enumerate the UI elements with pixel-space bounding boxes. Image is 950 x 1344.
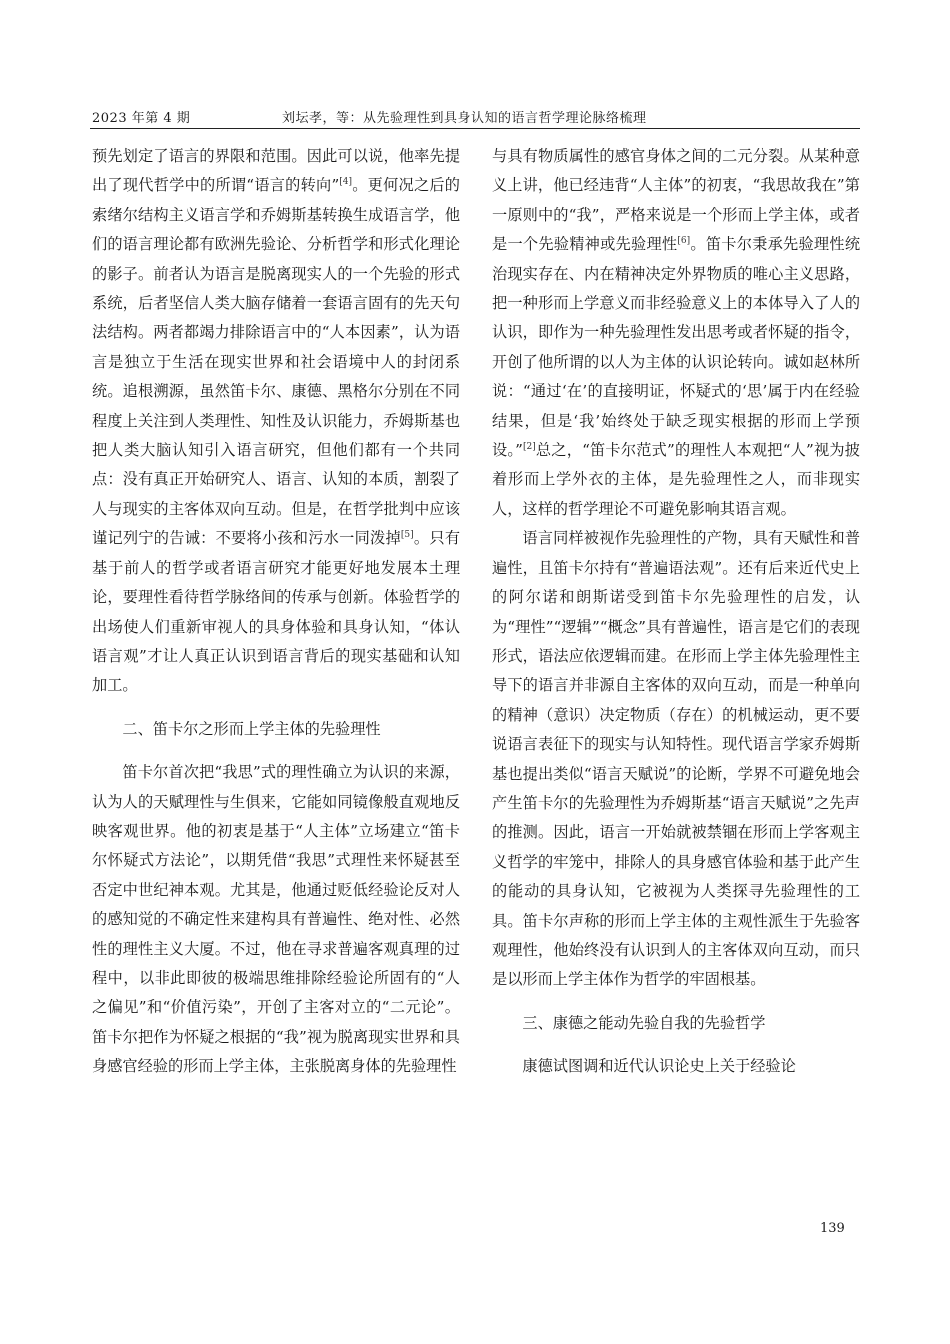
page-number: 139 [820, 1221, 845, 1236]
paragraph: 语言同样被视作先验理性的产物，具有天赋性和普遍性，且笛卡尔持有“普遍语法观”。还有后来近代史上的阿尔诺和朗斯诺受到笛卡尔先验理性的启发，认为“理性”“逻辑”“概念”具有普遍性，语言是它们的表现形式，语法应依逻辑而建。在形而上学主体先验理性主导下的语言并非源自主客体的双向互动，而是一种单向的精神（意识）决定物质（存在）的机械运动，更不要说语言表征下的现实与认知特性。现代语言学家乔姆斯基也提出类似“语言天赋说”的论断，学界不可避免地会产生笛卡尔的先验理性为乔姆斯基“语言天赋说”之先声的推测。因此，语言一开始就被禁锢在形而上学客观主义哲学的牢笼中，排除人的具身感官体验和基于此产生的能动的具身认知，它被视为人类探寻先验理性的工具。笛卡尔声称的形而上学主体的主观性派生于先验客观理性，他始终没有认识到人的主客体双向互动，而只是以形而上学主体作为哲学的牢固根基。 [492, 529, 860, 989]
paragraph: 与具有物质属性的感官身体之间的二元分裂。从某种意义上讲，他已经违背“人主体”的初衷，“我思故我在”第一原则中的“我”，严格来说是一个形而上学主体，或者是一个先验精神或先验理性[6]。笛卡尔秉承先验理性统治现实存在、内在精神决定外界物质的唯心主义思路，把一种形而上学意义而非经验意义上的本体导入了人的认识，即作为一种先验理性发出思考或者怀疑的指令，开创了他所谓的以人为主体的认识论转向。诚如赵林所说：“通过‘在’的直接明证，怀疑式的‘思’属于内在经验结果，但是‘我’始终处于缺乏现实根据的形而上学预设。”[2]总之，“笛卡尔范式”的理性人本观把“人”视为披着形而上学外衣的主体，是先验理性之人，而非现实人，这样的哲学理论不可避免影响其语言观。 [492, 147, 861, 518]
citation-ref[interactable]: [2] [522, 442, 536, 452]
header-rule [90, 128, 860, 129]
running-title: 刘坛孝，等：从先验理性到具身认知的语言哲学理论脉络梳理 [282, 111, 647, 126]
citation-ref[interactable]: [5] [400, 530, 414, 541]
citation-ref[interactable]: [4] [339, 177, 352, 188]
paragraph: 预先划定了语言的界限和范围。因此可以说，他率先提出了现代哲学中的所谓“语言的转向”[4]。更何况之后的索绪尔结构主义语言学和乔姆斯基转换生成语言学，他们的语言理论都有欧洲先验论、分析哲学和形式化理论的影子。前者认为语言是脱离现实人的一个先验的形式系统，后者坚信人类大脑存储着一套语言固有的先天句法结构。两者都竭力排除语言中的“人本因素”，认为语言是独立于生活在现实世界和社会语境中人的封闭系统。追根溯源，虽然笛卡尔、康德、黑格尔分别在不同程度上关注到人类理性、知性及认识能力，乔姆斯基也把人类大脑认知引入语言研究，但他们都有一个共同点：没有真正开始研究人、语言、认知的本质，割裂了人与现实的主客体双向互动。但是，在哲学批判中应该谨记列宁的告诫：不要将小孩和污水一同泼掉[5]。只有基于前人的哲学或者语言研究才能更好地发展本土理论，要理性看待哲学脉络间的传承与创新。体验哲学的出场使人们重新审视人的具身体验和具身认知，“体认语言观”才让人真正认识到语言背后的现实基础和认知加工。 [92, 147, 461, 695]
paragraph: 康德试图调和近代认识论史上关于经验论 [522, 1057, 796, 1076]
left-column [92, 142, 460, 1082]
section-heading: 三、康德之能动先验自我的先验哲学 [522, 1013, 766, 1032]
paragraph: 笛卡尔首次把“我思”式的理性确立为认识的来源，认为人的天赋理性与生俱来，它能如同镜像般直观地反映客观世界。他的初衷是基于“人主体”立场建立“笛卡尔怀疑式方法论”，以期凭借“我思”式理性来怀疑甚至否定中世纪神本观。尤其是，他通过贬低经验论反对人的感知觉的不确定性来建构具有普遍性、绝对性、必然性的理性主义大厦。不过，他在寻求普遍客观真理的过程中，以非此即彼的极端思维排除经验论所固有的“人之偏见”和“价值污染”，开创了主客对立的“二元论”。笛卡尔把作为怀疑之根据的“我”视为脱离现实世界和具身感官经验的形而上学主体，主张脱离身体的先验理性 [92, 763, 460, 1076]
section-heading: 二、笛卡尔之形而上学主体的先验理性 [122, 719, 381, 738]
citation-ref[interactable]: [6] [677, 236, 691, 247]
journal-issue: 2023 年第 4 期 [92, 111, 191, 126]
right-column [492, 142, 860, 1082]
